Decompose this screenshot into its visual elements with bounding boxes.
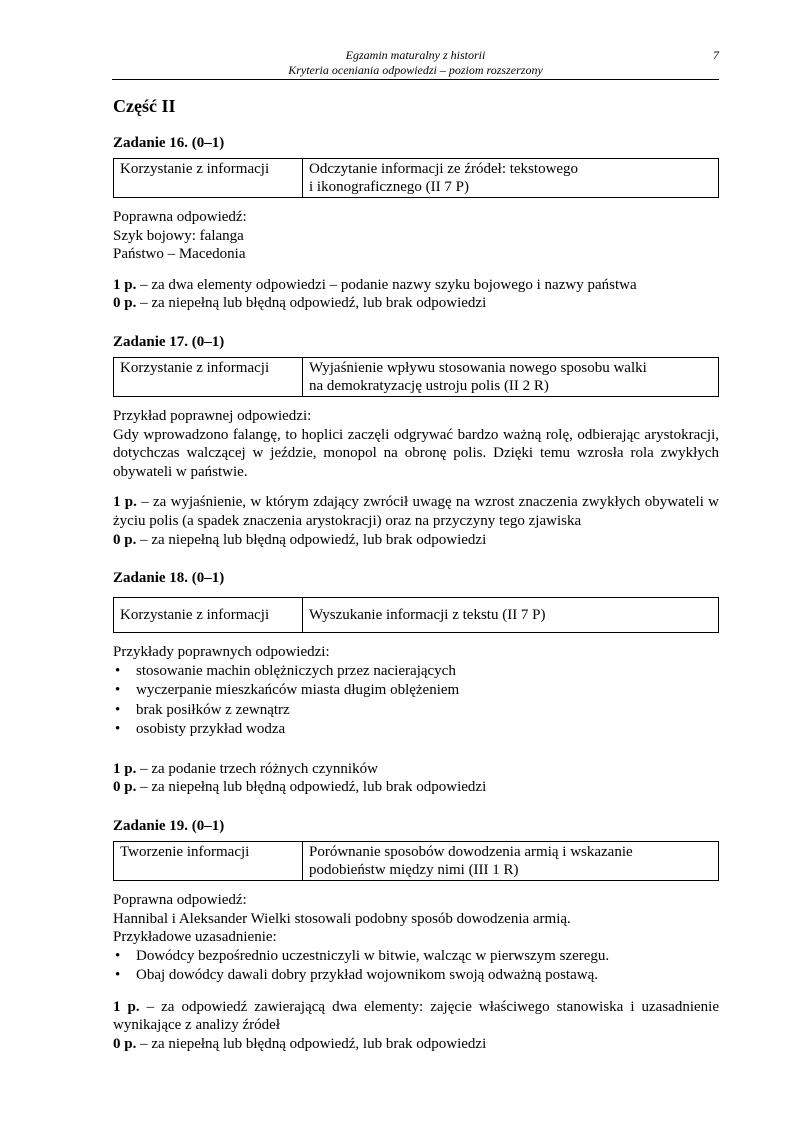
score-1-line (113, 998, 719, 1035)
task-title: Zadanie 17. (0–1) (113, 333, 225, 350)
score-0-line (113, 294, 719, 313)
score-text: – za niepełną lub błędną odpowiedź, lub brak odpowiedzi (136, 295, 487, 312)
criterion-description: Wyszukanie informacji z tekstu (II 7 P) (303, 598, 719, 633)
score-label: 1 p. (113, 998, 140, 1015)
criterion-type: Korzystanie z informacji (114, 159, 303, 198)
score-1-line (113, 760, 719, 779)
answer-heading: Poprawna odpowiedź: (113, 891, 247, 908)
page-header (112, 48, 719, 80)
page-content (113, 95, 719, 1053)
score-text: – za odpowiedź zawierającą dwa elementy: zajęcie właściwego stanowiska i uzasadnienie wynikające z analizy źródeł (113, 998, 719, 1034)
criterion-desc-line: na demokratyzację ustroju polis (II 2 R) (309, 377, 549, 394)
bullet-icon: • (115, 701, 121, 718)
answer-line: Hannibal i Aleksander Wielki stosowali podobny sposób dowodzenia armią. (113, 910, 571, 927)
score-text: – za dwa elementy odpowiedzi – podanie nazwy szyku bojowego i nazwy państwa (136, 276, 637, 293)
criterion-desc-line: i ikonograficznego (II 7 P) (309, 179, 469, 195)
list-item-text: osobisty przykład wodza (136, 721, 286, 738)
answer-heading: Poprawna odpowiedź: (113, 209, 247, 225)
list-item (113, 662, 719, 682)
criteria-table (113, 597, 719, 633)
criterion-desc-line: Odczytanie informacji ze źródeł: tekstowego (309, 161, 579, 177)
list-item-text: stosowanie machin oblężniczych przez nacierających (136, 662, 456, 679)
answer-line: Szyk bojowy: falanga (113, 227, 244, 244)
score-label: 0 p. (113, 1035, 137, 1052)
score-text: – za niepełną lub błędną odpowiedź, lub brak odpowiedzi (136, 779, 487, 796)
criterion-type: Tworzenie informacji (114, 841, 303, 880)
criterion-desc-line: Wyjaśnienie wpływu stosowania nowego sposobu walki (309, 359, 647, 376)
criterion-desc-line: podobieństw między nimi (III 1 R) (309, 861, 519, 878)
bullet-icon: • (115, 662, 121, 679)
justification-heading: Przykładowe uzasadnienie: (113, 929, 277, 946)
score-label: 0 p. (113, 295, 137, 312)
score-text: – za podanie trzech różnych czynników (136, 760, 378, 777)
task-16 (113, 134, 719, 313)
task-18 (113, 569, 719, 797)
task-title: Zadanie 19. (0–1) (113, 817, 225, 834)
score-label: 1 p. (113, 760, 137, 777)
criterion-desc-line: Porównanie sposobów dowodzenia armią i wskazanie (309, 843, 633, 860)
task-19 (113, 817, 719, 1054)
score-text: – za niepełną lub błędną odpowiedź, lub brak odpowiedzi (136, 1035, 487, 1052)
score-label: 0 p. (113, 779, 137, 796)
task-17 (113, 333, 719, 549)
criterion-description (303, 841, 719, 880)
list-item-text: brak posiłków z zewnątrz (136, 701, 290, 718)
score-1-line (113, 276, 719, 295)
header-criteria-subtitle: Kryteria oceniania odpowiedzi – poziom rozszerzony (288, 63, 543, 77)
criterion-type: Korzystanie z informacji (114, 357, 303, 396)
task-title: Zadanie 16. (0–1) (113, 135, 225, 151)
answer-paragraph: Gdy wprowadzono falangę, to hoplici zaczęli odgrywać bardzo ważną rolę, odbierając arystokracji, dotychczas walczącej w jeździe, monopol na obronę polis. Dzięki temu wzrosła rola zwykłych obywateli w państwie. (113, 426, 719, 480)
criteria-table (113, 357, 719, 397)
score-label: 0 p. (113, 531, 137, 548)
answer-heading: Przykłady poprawnych odpowiedzi: (113, 644, 330, 661)
page-number: 7 (713, 48, 719, 62)
criterion-description (303, 357, 719, 396)
bullet-icon: • (115, 967, 121, 984)
score-1-line (113, 493, 719, 530)
header-exam-title: Egzamin maturalny z historii (345, 48, 486, 62)
criteria-table (113, 841, 719, 881)
score-0-line (113, 1035, 719, 1054)
bullet-icon: • (115, 721, 121, 738)
score-text: – za niepełną lub błędną odpowiedź, lub brak odpowiedzi (136, 531, 487, 548)
criteria-table (113, 158, 719, 198)
answer-line: Państwo – Macedonia (113, 246, 246, 263)
justification-bullet-list (113, 947, 719, 986)
score-text: – za wyjaśnienie, w którym zdający zwrócił uwagę na wzrost znaczenia zwykłych obywateli w życiu polis (a spadek znaczenia arystokracji) oraz na przyczyny tego zjawiska (113, 494, 720, 529)
list-item (113, 947, 719, 967)
part-title: Część II (113, 96, 176, 116)
list-item (113, 681, 719, 701)
list-item (113, 966, 719, 986)
list-item-text: Dowódcy bezpośrednio uczestniczyli w bitwie, walcząc w pierwszym szeregu. (136, 947, 610, 964)
bullet-icon: • (115, 947, 121, 964)
criterion-description (303, 159, 719, 198)
answer-heading: Przykład poprawnej odpowiedzi: (113, 407, 312, 424)
score-label: 1 p. (113, 276, 137, 293)
answer-bullet-list (113, 662, 719, 740)
score-label: 1 p. (113, 494, 137, 511)
bullet-icon: • (115, 682, 121, 699)
criterion-type: Korzystanie z informacji (114, 598, 303, 633)
score-0-line (113, 531, 719, 550)
list-item (113, 701, 719, 721)
list-item-text: Obaj dowódcy dawali dobry przykład wojownikom swoją odważną postawą. (136, 967, 598, 984)
list-item-text: wyczerpanie mieszkańców miasta długim oblężeniem (136, 682, 460, 699)
list-item (113, 720, 719, 740)
score-0-line (113, 778, 719, 797)
task-title: Zadanie 18. (0–1) (113, 570, 225, 587)
